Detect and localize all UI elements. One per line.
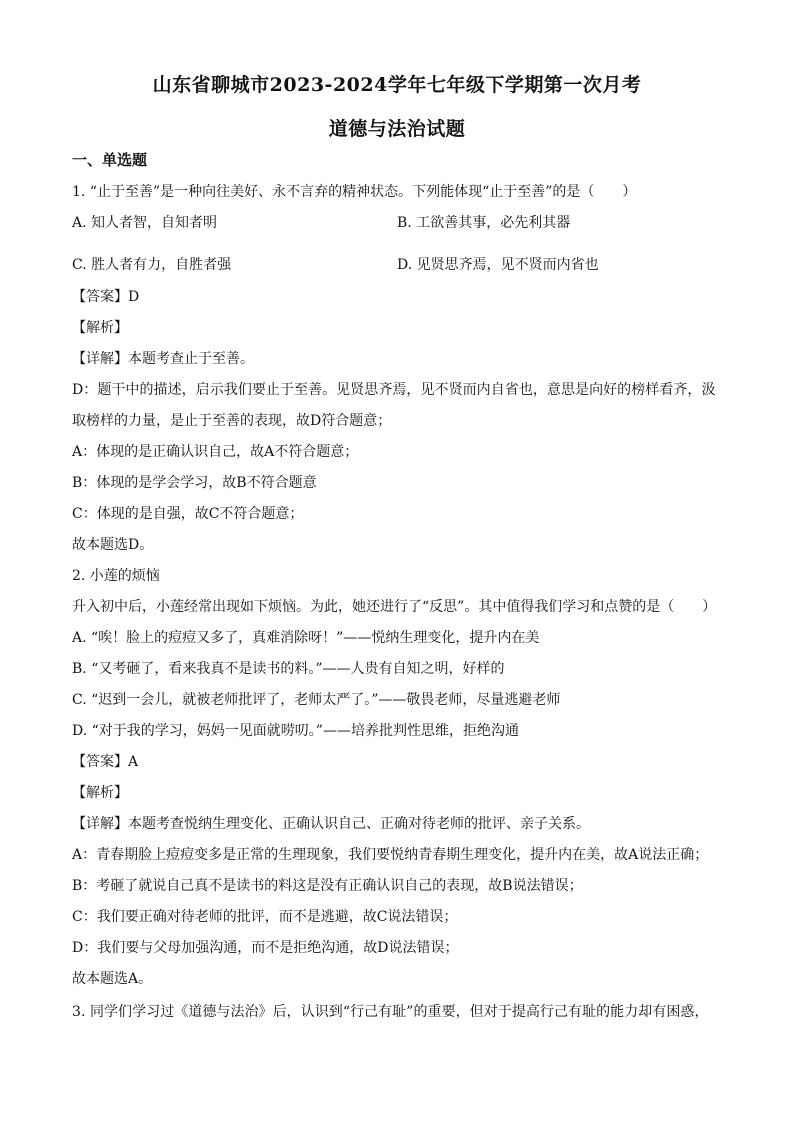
q1-option-d: D. 见贤思齐焉，见不贤而内省也 [397,257,599,273]
document-title: 山东省聊城市2023-2024学年七年级下学期第一次月考 [152,74,642,96]
q1-detail-line: C：体现的是自强，故C不符合题意； [72,506,304,522]
q1-stem: 1. “止于至善”是一种向往美好、永不言弃的精神状态。下列能体现“止于至善”的是（ ） [72,184,637,200]
q2-stem: 升入初中后，小莲经常出现如下烦恼。为此，她还进行了“反思”。其中值得我们学习和点赞的是（ ） [72,599,717,615]
q1-option-b: B. 工欲善其事，必先利其器 [397,215,571,231]
q2-option-a: A. “唉！脸上的痘痘又多了，真难消除呀！”——悦纳生理变化，提升内在美 [72,630,540,646]
q1-detail-line: 取榜样的力量，是止于至善的表现，故D符合题意； [72,413,392,429]
q1-option-c: C. 胜人者有力，自胜者强 [72,257,232,273]
q2-answer: 【答案】A [72,754,139,770]
q1-analysis-label: 【解析】 [72,320,128,336]
q2-detail-line: A：青春期脸上痘痘变多是正常的生理现象，我们要悦纳青春期生理变化，提升内在美，故A说法正确； [72,847,709,863]
document-subtitle: 道德与法治试题 [328,118,466,140]
q2-analysis-label: 【解析】 [72,785,128,801]
q2-title: 2. 小莲的烦恼 [72,568,160,584]
section-heading: 一、单选题 [72,151,148,169]
q1-option-a: A. 知人者智，自知者明 [72,215,218,231]
q2-option-d: D. “对于我的学习，妈妈一见面就唠叨。”——培养批判性思维，拒绝沟通 [72,723,519,739]
q1-detail-line: 【详解】本题考查止于至善。 [72,351,254,367]
q2-detail-line: B：考砸了就说自己真不是读书的料这是没有正确认识自己的表现，故B说法错误； [72,878,583,894]
q2-detail-line: 【详解】本题考查悦纳生理变化、正确认识自己、正确对待老师的批评、亲子关系。 [72,816,590,832]
q2-option-b: B. “又考砸了，看来我真不是读书的料。”——人贵有自知之明，好样的 [72,661,505,677]
q1-conclusion: 故本题选D。 [72,537,154,553]
q2-conclusion: 故本题选A。 [72,971,153,987]
q2-detail-line: C：我们要正确对待老师的批评，而不是逃避，故C说法错误； [72,909,458,925]
q1-detail-line: A：体现的是正确认识自己，故A不符合题意； [72,444,359,460]
q1-detail-line: B：体现的是学会学习，故B不符合题意 [72,475,317,491]
q1-answer: 【答案】D [72,289,140,305]
q3-stem: 3. 同学们学习过《道德与法治》后，认识到“行己有耻”的重要，但对于提高行己有耻的能力却有困惑， [72,1004,709,1020]
q2-option-c: C. “迟到一会儿，就被老师批评了，老师太严了。”——敬畏老师，尽量逃避老师 [72,692,561,708]
q2-detail-line: D：我们要与父母加强沟通，而不是拒绝沟通，故D说法错误； [72,940,459,956]
q1-detail-line: D：题干中的描述，启示我们要止于至善。见贤思齐焉，见不贤而内自省也，意思是向好的榜样看齐，汲 [72,382,716,398]
